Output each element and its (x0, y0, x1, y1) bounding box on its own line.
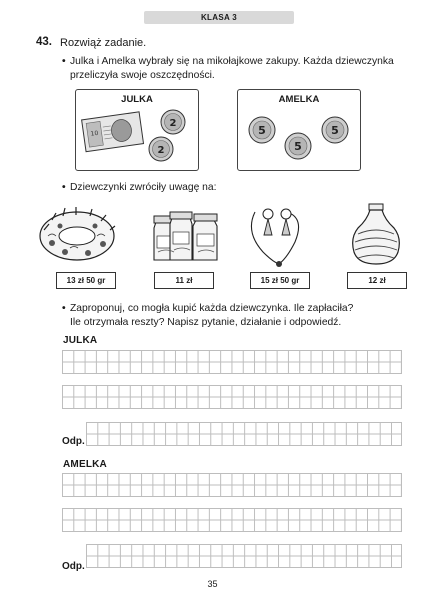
class-header: KLASA 3 (144, 11, 294, 24)
spice-jars-icon (154, 212, 217, 260)
price-tag-wreath: 13 zł 50 gr (56, 272, 116, 289)
intro-paragraph (62, 55, 400, 83)
svg-text:10: 10 (90, 129, 99, 138)
coin-icon (322, 117, 348, 143)
julka-box-label: JULKA (121, 94, 153, 105)
price-tag-vase: 12 zł (347, 272, 407, 289)
svg-text:5: 5 (258, 124, 266, 137)
julka-money-illustration (76, 90, 198, 170)
amelka-money-illustration (238, 90, 360, 170)
page-number: 35 (207, 579, 218, 589)
vase-icon (353, 204, 400, 264)
julka-money-box (75, 89, 199, 171)
julka-section-label: JULKA (63, 335, 98, 346)
bullet-icon: • (62, 182, 66, 193)
coin-icon (285, 133, 311, 159)
amelka-money-box (237, 89, 361, 171)
intro-line-1: Julka i Amelka wybrały się na mikołajkowe zakupy. Każda dziewczynka (70, 56, 394, 67)
bullet-icon: • (62, 303, 66, 314)
amelka-answer-grid[interactable] (86, 544, 402, 568)
noticed-text: Dziewczynki zwróciły uwagę na: (70, 182, 217, 193)
julka-answer-label: Odp. (62, 436, 85, 447)
svg-text:5: 5 (331, 124, 339, 137)
price-tag-spices: 11 zł (154, 272, 214, 289)
coin-icon (149, 137, 173, 161)
amelka-answer-label: Odp. (62, 561, 85, 572)
jewelry-icon (251, 209, 298, 267)
task-number: 43. (36, 36, 52, 48)
noticed-paragraph (62, 181, 400, 195)
coin-icon (161, 110, 185, 134)
svg-text:2: 2 (169, 118, 177, 129)
price-tag-jewelry: 15 zł 50 gr (250, 272, 310, 289)
amelka-writing-grid-1[interactable] (62, 473, 402, 497)
amelka-box-label: AMELKA (278, 94, 320, 105)
propose-line-2: Ile otrzymała reszty? Napisz pytanie, działanie i odpowiedź. (70, 317, 342, 328)
amelka-section-label: AMELKA (63, 459, 107, 470)
julka-writing-grid-2[interactable] (62, 385, 402, 409)
svg-text:2: 2 (157, 145, 165, 156)
propose-line-1: Zaproponuj, co mogła kupić każda dziewczynka. Ile zapłaciła? (70, 303, 354, 314)
julka-writing-grid-1[interactable] (62, 350, 402, 374)
propose-paragraph (62, 302, 400, 330)
julka-answer-grid[interactable] (86, 422, 402, 446)
coin-icon (249, 117, 275, 143)
svg-text:5: 5 (294, 140, 302, 153)
wreath-icon (40, 207, 115, 260)
amelka-writing-grid-2[interactable] (62, 508, 402, 532)
bullet-icon: • (62, 56, 66, 67)
task-title: Rozwiąż zadanie. (60, 37, 147, 49)
intro-line-2: przeliczyła swoje oszczędności. (70, 70, 215, 81)
banknote-icon (82, 112, 144, 152)
